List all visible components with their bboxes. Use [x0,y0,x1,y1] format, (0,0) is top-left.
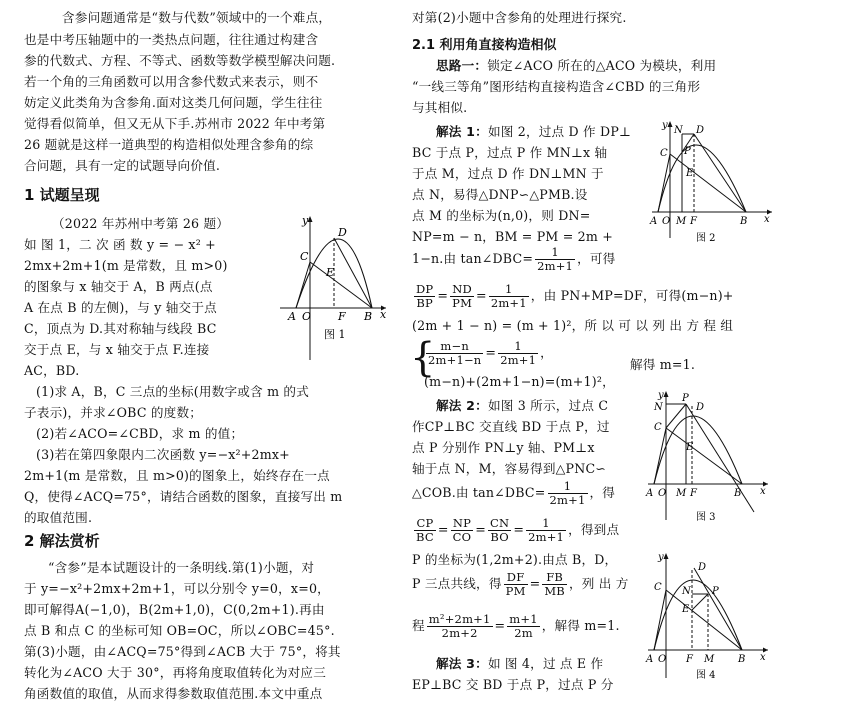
method2-line: 轴于点 N，M，容易得到△PNC∽ [412,461,607,476]
frac-num: DF [504,571,528,585]
frac-num: 1 [489,283,529,297]
frac-num: 1 [535,246,575,260]
problem-line: A 在点 B 的左侧)，与 y 轴交于点 [24,300,217,315]
fig4-label: x [760,652,766,663]
idea-line: “一线三等角”图形结构直接构造含∠CBD 的三角形 [412,79,701,94]
fig4-label: D [698,562,707,573]
method1-line: BC 于点 P，过点 P 作 MN⊥x 轴 [412,145,608,160]
fig3-label: O [658,488,667,499]
fig4-label: y [658,552,664,563]
frac-num: m+1 [509,612,538,626]
fraction [414,283,435,310]
system-eq-2: (m−n)+(2m+1−n)=(m+1)²， [424,374,615,389]
fig3-label: M [676,488,687,499]
method2-text: 如图 3 所示，过点 C [487,398,609,413]
fig1-label: A [288,310,296,323]
fig3-label: N [654,402,663,413]
method2-line: P 的坐标为(1,2m+2).由点 B，D， [412,552,618,567]
method1-label: 解法 1： [436,124,488,139]
analysis-line: 第(3)小题，由∠ACQ=75°得到∠ACB 大于 75°，将其 [24,644,341,659]
problem-line: 2mx+2m+1(m 是常数，且 m>0) [24,258,228,273]
frac-den: PM [452,296,473,310]
figure-3 [642,388,772,528]
method2-equation-line: 程 $\frac{\text{m²+2m+1}}{2m+2}$ = $\frac{m+1}{2m}$ ，解得 m=1. [412,612,620,640]
fraction [498,340,538,367]
section-heading-2: 2 解法赏析 [24,532,100,550]
frac-num: ND [450,283,474,297]
fraction [414,517,436,544]
fig3-label: C [654,422,662,433]
system-brace: { [410,335,436,381]
frac-num: FB [542,571,567,585]
frac-den: 2m+1 [500,353,537,367]
fig1-label: C [300,250,309,263]
figure-4 [642,550,772,690]
fig2-label: A [650,216,658,227]
method1-line: NP=m − n，BM = PM = 2m + [412,229,613,244]
question-line: 2m+1(m 是常数，且 m>0)的图象上，始终存在一点 [24,468,330,483]
fig2-label: O [662,216,671,227]
frac-den: 2m [514,626,533,640]
frac-den: 2m+1 [537,259,574,273]
fig2-label: x [764,214,770,225]
fig2-label: P [684,146,691,157]
fig2-label: F [690,216,697,227]
fig4-caption: 图 4 [696,670,716,681]
fraction [535,246,575,273]
frac-num: 1 [548,480,588,494]
tan-text: ，可得 [577,251,616,266]
method2-collinear-line: P 三点共线，得 $\frac{DF}{PM}$ = $\frac{FB}{MB}$ ，列 出 方 [412,570,629,598]
fraction [542,571,567,598]
analysis-line: “含参”是本试题设计的一条明线.第(1)小题，对 [48,560,315,575]
tan-text: 1−n.由 tan∠DBC= [412,251,534,266]
fig2-label: B [740,216,748,227]
intro-line: 也是中考压轴题中的一类热点问题，往往通过构建含 [24,32,319,47]
frac-den: 2m+1 [549,493,586,507]
fig1-label: y [302,214,309,227]
system-eq-1: $\frac{m-n}{2m+1-n}$ = $\frac{1}{2m+1}$ ， [428,339,553,367]
subsection-heading: 2.1 利用角直接构造相似 [412,38,557,53]
fraction [451,517,474,544]
idea-line [436,58,716,74]
fraction [426,340,483,367]
ratio-text: ，由 PN+MP=DF，可得(m−n)+ [530,288,734,303]
method2-line [436,398,608,414]
method1-line: 于点 M，过点 D 作 DN⊥MN 于 [412,166,604,181]
fig4-label: N [682,586,691,597]
section-heading-1: 1 试题呈现 [24,186,100,204]
fig2-caption: 图 2 [696,233,716,244]
method1-line: (2m + 1 − n) = (m + 1)²，所 以 可 以 列 出 方 程 组 [412,318,734,333]
body-line: 对第(2)小题中含参角的处理进行探究. [412,10,627,25]
method1-line [436,124,631,140]
fig3-label: A [646,488,654,499]
frac-den: CO [452,530,472,544]
frac-den: BC [416,530,434,544]
frac-num: 1 [498,340,538,354]
fraction [488,517,511,544]
fraction [548,480,588,507]
fig1-label: O [302,310,312,323]
fig2-label: E [686,168,694,179]
ratio-text: ，得到点 [568,522,620,537]
fig2-label: N [674,125,683,136]
method3-line: EP⊥BC 交 BD 于点 P，过点 P 分 [412,677,614,692]
frac-den: MB [544,584,565,598]
method2-label: 解法 2： [436,398,488,413]
frac-den: 2m+2 [441,626,478,640]
method2-ratio-line: $\frac{CP}{BC}$ = $\frac{NP}{CO}$ = $\frac{CN}{BO}$ = $\frac{1}{2m+1}$ ，得到点 [416,516,620,544]
intro-line: 合问题，具有一定的试题导向价值. [24,158,221,173]
problem-line: 如 图 1，二 次 函 数 y = − x² + [24,237,216,252]
fig4-label: P [712,586,719,597]
fig2-label: M [676,216,687,227]
frac-num: m−n [426,340,483,354]
frac-den: 2m+1−n [428,353,482,367]
fig4-label: A [646,654,654,665]
question-line: 的取值范围. [24,510,93,525]
fig4-label: E [682,604,690,615]
fig3-label: x [760,486,766,497]
fig3-label: B [734,488,742,499]
fig1-caption: 图 1 [324,328,346,341]
fig4-label: C [654,582,662,593]
analysis-line: 转化为∠ACO 大于 30°，再将角度取值转化为对应三 [24,665,327,680]
fraction [450,283,474,310]
collinear-text: ，列 出 方 [568,576,629,591]
equation-text: 程 [412,618,425,633]
method1-ratio-line: $\frac{DP}{BP}$ = $\frac{ND}{PM}$ = $\frac{1}{2m+1}$ ，由 PN+MP=DF，可得(m−n)+ [416,282,734,310]
frac-num: 1 [526,517,566,531]
problem-line: 的图象与 x 轴交于 A，B 两点(点 [24,279,213,294]
frac-num: DP [416,282,434,296]
method2-line: 点 P 分别作 PN⊥y 轴、PM⊥x [412,440,595,455]
fig1-label: B [364,310,373,323]
frac-den: BP [416,296,433,310]
frac-den: PM [505,584,526,598]
method3-line [436,656,603,672]
intro-line: 觉得看似简单，但又无从下手.苏州市 2022 年中考第 [24,116,326,131]
problem-line: 交于点 E，与 x 轴交于点 F.连接 [24,342,210,357]
method2-tan-line [412,478,615,508]
method2-line: 作CP⊥BC 交直线 BD 于点 P，过 [412,419,610,434]
analysis-line: 即可解得A(−1,0)，B(2m+1,0)，C(0,2m+1).再由 [24,602,325,617]
fig4-label: M [704,654,715,665]
fig3-label: E [686,442,694,453]
intro-line: 26 题就是这样一道典型的构造相似处理含参角的综 [24,137,314,152]
fig1-label: x [380,308,387,321]
system-result: 解得 m=1. [630,357,696,372]
intro-line: 若一个角的三角函数可以用含参代数式来表示，则不 [24,74,319,89]
fig4-label: B [738,654,746,665]
tan-text: ，得 [589,485,616,500]
method1-text: 如图 2，过点 D 作 DP⊥ [487,124,632,139]
fig3-caption: 图 3 [696,512,716,523]
fraction [507,613,539,640]
frac-num: m²+2m+1 [428,612,491,626]
intro-line: 含参问题通常是“数与代数”领域中的一个难点， [62,10,332,25]
problem-line: （2022 年苏州中考第 26 题） [52,216,230,231]
idea-text: 锁定∠ACO 所在的△ACO 为模块，利用 [487,58,717,73]
collinear-text: P 三点共线，得 [412,576,502,591]
method1-line: 点 N，易得△DNP∽△PMB.设 [412,187,588,202]
frac-num: CP [414,517,436,531]
frac-den: 2m+1 [528,530,565,544]
fig3-label: P [682,393,689,404]
fig4-label: F [686,654,693,665]
idea-label: 思路一： [436,58,488,73]
fraction [427,613,493,640]
intro-line: 参的代数式、方程、不等式、函数等数学模型解决问题. [24,53,336,68]
problem-line: AC，BD. [24,363,80,378]
idea-line: 与其相似. [412,100,468,115]
tan-text: △COB.由 tan∠DBC= [412,485,546,500]
fig1-label: D [338,226,347,239]
question-line: (3)若在第四象限内二次函数 y=−x²+2mx+ [36,447,290,462]
analysis-line: 点 B 和点 C 的坐标可知 OB=OC，所以∠OBC=45°. [24,623,335,638]
fig2-label: y [662,120,668,131]
fig4-label: O [658,654,667,665]
figure-1 [272,210,390,370]
intro-line: 妨定义此类角为含参角.面对这类几何问题，学生往往 [24,95,323,110]
question-line: 子表示)，并求∠OBC 的度数； [24,405,203,420]
fig3-label: F [690,488,697,499]
fig3-label: y [658,390,664,401]
fig2-label: D [696,125,705,136]
fraction [489,283,529,310]
fig3-label: D [696,402,705,413]
frac-den: BO [490,530,509,544]
question-line: (2)若∠ACO=∠CBD，求 m 的值； [36,426,244,441]
method1-line: 点 M 的坐标为(n,0)，则 DN= [412,208,591,223]
question-line: Q，使得∠ACQ=75°，请结合函数的图象，直接写出 m [24,489,343,504]
fig1-label: F [338,310,346,323]
question-line: (1)求 A，B，C 三点的坐标(用数字或含 m 的式 [36,384,309,399]
method1-tan-line [412,244,615,274]
fig1-label: E [326,266,335,279]
frac-den: 2m+1 [490,296,527,310]
equation-text: ，解得 m=1. [541,618,620,633]
frac-num: NP [451,517,474,531]
method3-text: 如 图 4，过 点 E 作 [487,656,604,671]
fraction [526,517,566,544]
method3-label: 解法 3： [436,656,488,671]
figure-2 [646,118,776,248]
frac-num: CN [490,516,510,530]
analysis-line: 于 y=−x²+2mx+2m+1，可以分别令 y=0，x=0， [24,581,330,596]
problem-line: C，顶点为 D.其对称轴与线段 BC [24,321,217,336]
analysis-line: 角函数值的取值，从而求得参数取值范围.本文中重点 [24,686,323,701]
fig2-label: C [660,148,668,159]
fraction [504,571,528,598]
